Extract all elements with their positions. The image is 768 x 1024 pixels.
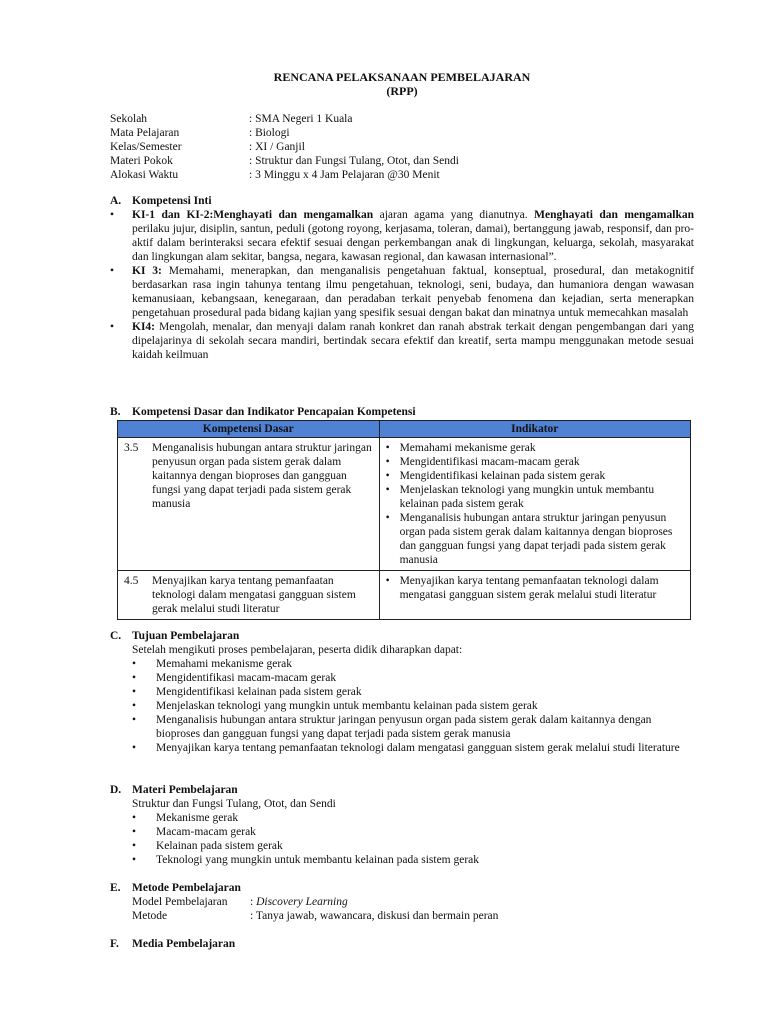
bullet-icon: • xyxy=(132,854,137,866)
section-kompetensi-inti xyxy=(110,194,694,362)
kd-cell xyxy=(118,571,380,620)
identity-label: Alokasi Waktu xyxy=(110,169,179,181)
identity-row-time xyxy=(110,168,694,182)
identity-row-class xyxy=(110,140,694,154)
model-value: Discovery Learning xyxy=(256,896,348,908)
bullet-icon: • xyxy=(385,456,390,468)
identity-value: : Struktur dan Fungsi Tulang, Otot, dan Sendi xyxy=(249,155,459,167)
column-header-indicator: Indikator xyxy=(379,421,690,438)
list-item: • Mengidentifikasi kelainan pada sistem gerak xyxy=(385,470,606,482)
identity-row-subject xyxy=(110,126,694,140)
kd-number: 3.5 xyxy=(124,442,139,454)
metode-value: : Tanya jawab, wawancara, diskusi dan bermain peran xyxy=(250,910,499,922)
section-intro: Setelah mengikuti proses pembelajaran, peserta didik diharapkan dapat: xyxy=(132,644,463,656)
list-item: • Menjelaskan teknologi yang mungkin untuk membantu kelainan pada sistem gerak xyxy=(132,700,538,712)
title-line-1: RENCANA PELAKSANAAN PEMBELAJARAN xyxy=(273,70,531,84)
identity-row-school xyxy=(110,112,694,126)
list-item: • Macam-macam gerak xyxy=(132,826,256,838)
list-item: • Memahami mekanisme gerak xyxy=(385,442,536,454)
section-heading: E. Metode Pembelajaran xyxy=(110,882,241,894)
material-list xyxy=(110,811,694,867)
indicator-cell xyxy=(379,571,690,620)
section-tujuan xyxy=(110,629,694,755)
list-item: • Menganalisis hubungan antara struktur jaringan penyusun organ pada sistem gerak dalam kaitannya dengan bioproses dan gangguan fungsi yang dapat terjadi pada sistem gerak manusia xyxy=(132,714,652,740)
identity-value: : Biologi xyxy=(249,127,290,139)
column-header-kd: Kompetensi Dasar xyxy=(118,421,380,438)
bullet-icon: • xyxy=(132,686,137,698)
bullet-icon: • xyxy=(132,700,137,712)
kd-cell xyxy=(118,438,380,571)
table-header-row xyxy=(118,421,691,438)
identity-value: : 3 Minggu x 4 Jam Pelajaran @30 Menit xyxy=(249,169,440,181)
section-heading: D. Materi Pembelajaran xyxy=(110,784,238,796)
identity-block xyxy=(110,112,694,182)
bullet-icon: • xyxy=(132,742,137,754)
section-heading: F. Media Pembelajaran xyxy=(110,938,236,950)
title-line-2: (RPP) xyxy=(386,84,418,98)
identity-label: Kelas/Semester xyxy=(110,141,182,153)
metode-row xyxy=(110,909,694,923)
bullet-icon: • xyxy=(110,321,115,333)
list-item: • Menganalisis hubungan antara struktur jaringan penyusun organ pada sistem gerak dalam kaitannya dengan bioproses dan gangguan fungsi yang dapat terjadi pada sistem gerak manusia xyxy=(385,512,673,566)
bullet-icon: • xyxy=(385,575,390,587)
document-title xyxy=(110,70,694,98)
objective-list xyxy=(110,657,694,755)
bullet-icon: • xyxy=(132,714,137,726)
bullet-icon: • xyxy=(110,209,115,221)
list-item: • Mengidentifikasi macam-macam gerak xyxy=(385,456,580,468)
bullet-icon: • xyxy=(132,826,137,838)
bullet-icon: • xyxy=(132,840,137,852)
ki-4-item: • KI4: Mengolah, menalar, dan menyaji dalam ranah konkret dan ranah abstrak terkait dengan pengembangan dari yang dipelajarinya di sekolah secara mandiri, bertindak secara efektif dan kreatif, serta mampu menggunakan metode sesuai kaidah keilmuan xyxy=(110,321,694,361)
table-row xyxy=(118,438,691,571)
list-item: • Mengidentifikasi kelainan pada sistem gerak xyxy=(132,686,362,698)
identity-label: Materi Pokok xyxy=(110,155,173,167)
kd-indicator-table xyxy=(117,420,691,620)
section-kompetensi-dasar xyxy=(110,405,694,419)
identity-row-topic xyxy=(110,154,694,168)
kd-text: Menganalisis hubungan antara struktur jaringan penyusun organ pada sistem gerak dalam kaitannya dengan bioproses dan gangguan fungsi yang dapat terjadi pada sistem gerak manusia xyxy=(152,442,372,510)
bullet-icon: • xyxy=(110,265,115,277)
bullet-icon: • xyxy=(385,442,390,454)
section-heading: A. Kompetensi Inti xyxy=(110,195,212,207)
section-materi xyxy=(110,783,694,867)
indicator-cell xyxy=(379,438,690,571)
kd-text: Menyajikan karya tentang pemanfaatan teknologi dalam mengatasi gangguan sistem gerak melalui studi literatur xyxy=(152,575,356,615)
model-label: Model Pembelajaran xyxy=(132,896,228,908)
list-item: • Menyajikan karya tentang pemanfaatan teknologi dalam mengatasi gangguan sistem gerak melalui studi literature xyxy=(132,742,680,754)
table-row xyxy=(118,571,691,620)
section-media xyxy=(110,937,694,951)
section-metode xyxy=(110,881,694,923)
list-item: • Memahami mekanisme gerak xyxy=(132,658,293,670)
list-item: • Mengidentifikasi macam-macam gerak xyxy=(132,672,337,684)
list-item: • Kelainan pada sistem gerak xyxy=(132,840,283,852)
bullet-icon: • xyxy=(385,484,390,496)
metode-label: Metode xyxy=(132,910,168,922)
bullet-icon: • xyxy=(132,812,137,824)
kd-number: 4.5 xyxy=(124,575,139,587)
list-item: • Teknologi yang mungkin untuk membantu kelainan pada sistem gerak xyxy=(132,854,480,866)
identity-value: : SMA Negeri 1 Kuala xyxy=(249,113,353,125)
section-heading: C. Tujuan Pembelajaran xyxy=(110,630,240,642)
ki-1-2-item: • KI-1 dan KI-2:Menghayati dan mengamalkan ajaran agama yang dianutnya. Menghayati dan mengamalkan perilaku jujur, disiplin, santun, peduli (gotong royong, kerjasama, toleran, damai), bertanggung jawab, responsif, dan pro-aktif dalam berinteraksi secara efektif sesuai dengan perkembangan anak di lingkungan, keluarga, sekolah, masyarakat dan lingkungan alam sekitar, bangsa, negara, kawasan regional, dan kawasan internasional”. xyxy=(110,209,694,263)
ki-3-item: • KI 3: Memahami, menerapkan, dan menganalisis pengetahuan faktual, konseptual, prosedural, dan metakognitif berdasarkan rasa ingin tahunya tentang ilmu pengetahuan, teknologi, seni, budaya, dan humaniora dengan wawasan kemanusiaan, kebangsaan, kenegaraan, dan peradaban terkait penyebab fenomena dan kejadian, serta menerapkan pengetahuan prosedural pada bidang kajian yang spesifik sesuai dengan bakat dan minatnya untuk memecahkan masalah xyxy=(110,265,695,319)
list-item: • Mekanisme gerak xyxy=(132,812,239,824)
section-heading: B. Kompetensi Dasar dan Indikator Pencapaian Kompetensi xyxy=(110,406,416,418)
section-intro: Struktur dan Fungsi Tulang, Otot, dan Sendi xyxy=(132,798,336,810)
identity-label: Sekolah xyxy=(110,113,148,125)
model-row: Model Pembelajaran : Discovery Learning xyxy=(132,896,348,908)
bullet-icon: • xyxy=(132,658,137,670)
bullet-icon: • xyxy=(132,672,137,684)
list-item: • Menjelaskan teknologi yang mungkin untuk membantu kelainan pada sistem gerak xyxy=(385,484,655,510)
bullet-icon: • xyxy=(385,470,390,482)
identity-value: : XI / Ganjil xyxy=(249,141,305,153)
list-item: • Menyajikan karya tentang pemanfaatan teknologi dalam mengatasi gangguan sistem gerak melalui studi literatur xyxy=(385,575,659,601)
bullet-icon: • xyxy=(385,512,390,524)
identity-label: Mata Pelajaran xyxy=(110,127,180,139)
